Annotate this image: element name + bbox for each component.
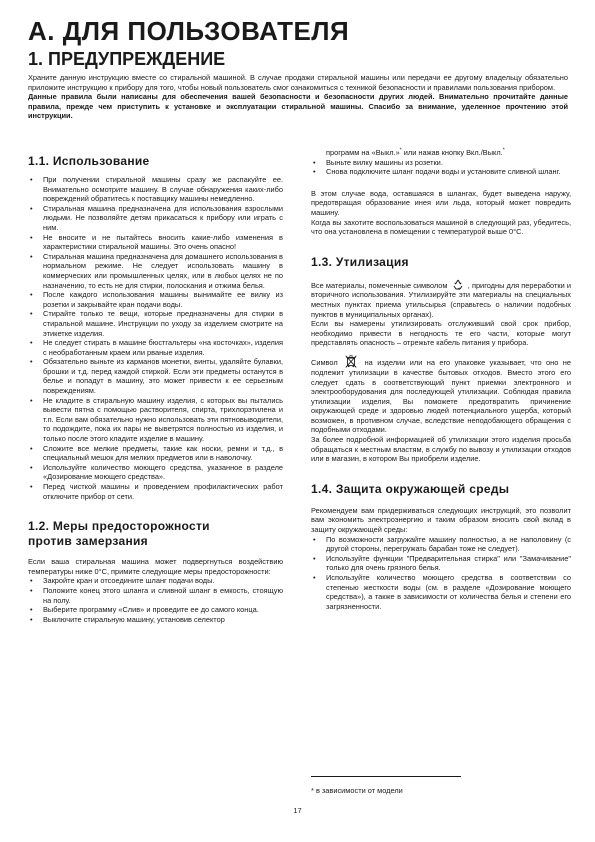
frost-list-continued [311, 158, 571, 177]
section-title-environment: 1.4. Защита окружающей среды [311, 481, 510, 496]
section-title-frost: 1.2. Меры предосторожности против замерзания [28, 519, 210, 549]
frost-paragraph-2: Когда вы захотите воспользоваться машиной в следующий раз, убедитесь, что она установлена в помещении с температурой выше 0°C. [311, 217, 571, 237]
bullet-icon: • [313, 167, 316, 177]
frost-list [28, 576, 283, 624]
list-item: • Закройте кран и отсоедините шланг подачи воды. [30, 576, 215, 586]
list-item: • По возможности загружайте машину полностью, а не наполовину (с другой стороны, перегружать барабан тоже не следует). [313, 534, 571, 554]
list-item: • Выберите программу «Слив» и проведите ее до самого конца. [30, 605, 259, 615]
bullet-icon: • [30, 443, 33, 453]
list-item: • Снова подключите шланг подачи воды и установите сливной шланг. [313, 167, 561, 177]
intro-bold-text: Данные правила были написаны для обеспечения вашей безопасности и безопасности других людей. Внимательно прочитайте данные правила, прежде чем приступить к установке и эксплуатации стиральной машины. Спасибо за внимание, уделенное прочтению этой инструкции. [28, 92, 568, 121]
bullet-icon: • [30, 576, 33, 586]
frost-continuation: программ на «Выкл.»* или нажав кнопку Вкл./Выкл.* [326, 147, 505, 157]
list-item: • Перед чисткой машины и проведением профилактических работ отключите прибор от сети. [30, 482, 283, 501]
crossed-out-bin-icon [344, 354, 358, 368]
bullet-icon: • [30, 175, 33, 184]
bullet-icon: • [30, 357, 33, 367]
bullet-icon: • [30, 251, 33, 261]
list-item: • Обязательно выньте из карманов монетки, винты, удаляйте булавки, брошки и т.д. перед каждой стиркой. Если эти предметы останутся в белье и попадут в машину, это может привести к ее серьезным повреждениям. [30, 357, 283, 396]
environment-list [311, 535, 571, 612]
usage-list [28, 175, 283, 501]
list-item: • Не следует стирать в машине бюстгальтеры «на косточках», изделия с необработанным краем или рваные изделия. [30, 338, 283, 357]
disposal-paragraph-4: За более подробной информацией об утилизации этого изделия просьба обращаться к местным властям, в службу по вывозу и утилизации отходов или в магазин, в котором Вы приобрели изделие. [311, 435, 571, 464]
section-title-warning: 1. ПРЕДУПРЕЖДЕНИЕ [28, 49, 226, 69]
frost-intro: Если ваша стиральная машина может подвергнуться воздействию температуры ниже 0°C, примите следующие меры предосторожности: [28, 557, 283, 576]
list-item: • Не вносите и не пытайтесь вносить какие-либо изменения в характеристики стиральной машины. Это очень опасно! [30, 232, 283, 252]
intro-text: Храните данную инструкцию вместе со стиральной машиной. В случае продажи стиральной машины или передачи ее другому владельцу обязательно приложите инструкцию к прибору для того, чтобы новый пользователь смог ознакомиться с техникой безопасности и правилами пользования прибором. [28, 73, 568, 92]
list-item: • Используйте количество моющего средства в соответствии со степенью жесткости воды (см. в разделе «Дозирование моющего средства»), а также в зависимости от количества белья и степени его загрязненности. [313, 573, 571, 611]
bullet-icon: • [30, 482, 33, 491]
right-column [311, 148, 571, 611]
footnote-divider [311, 776, 461, 777]
list-item: • Используйте функции "Предварительная стирка" или "Замачивание" только для очень грязного белья. [313, 553, 571, 573]
bullet-icon: • [30, 338, 33, 348]
page-title: A. ДЛЯ ПОЛЬЗОВАТЕЛЯ [28, 16, 350, 46]
list-item: • После каждого использования машины вынимайте ее вилку из розетки и закрывайте кран подачи воды. [30, 290, 283, 309]
list-item: • Выньте вилку машины из розетки. [313, 157, 443, 167]
bullet-icon: • [30, 309, 33, 319]
list-item: • Используйте количество моющего средства, указанное в разделе «Дозирование моющего средства». [30, 462, 283, 482]
list-item: • Не кладите в стиральную машину изделия, с которых вы пытались вывести пятна с помощью растворителя, спирта, трихлорэтилена и т.п. Если вам обязательно нужно использовать эти пятновыводители, то подождите, пока их пары не выветрятся полностью из изделия, и только после этого кладите изделие в машину. [30, 395, 283, 444]
frost-paragraph-1: В этом случае вода, оставшаяся в шлангах, будет выведена наружу, предотвращая образование инея или льда, который может повредить машину. [311, 188, 571, 217]
bullet-icon: • [313, 573, 316, 582]
recycle-icon [452, 279, 464, 290]
bullet-icon: • [313, 157, 316, 167]
section-title-usage: 1.1. Использование [28, 154, 150, 168]
disposal-paragraph-2: Если вы намерены утилизировать отслуживший свой срок прибор, необходимо привести в негодность те его части, которые могут представлять опасность – отрежьте кабель питания у прибора. [311, 319, 571, 348]
list-item: • Стиральная машина предназначена для домашнего использования в нормальном режиме. Не следует использовать машину в коммерческих или промышленных целях, или в любых целях не по назначению, то есть не для стирки, полоскания и отжима белья. [30, 251, 283, 290]
intro-block [28, 73, 568, 121]
list-item: • При получении стиральной машины сразу же распакуйте ее. Внимательно осмотрите машину. В случае обнаружения каких-либо повреждений обратитесь к поставщику машины немедленно. [30, 175, 283, 204]
page-number: 17 [293, 806, 302, 815]
list-item: • Положите конец этого шланга и сливной шланг в емкость, стоящую на полу. [30, 585, 283, 605]
list-item: • Выключите стиральную машину, установив селектор [30, 614, 225, 624]
bullet-icon: • [30, 290, 33, 300]
bullet-icon: • [313, 553, 316, 563]
bullet-icon: • [30, 395, 33, 405]
left-column [28, 154, 283, 624]
list-item: • Стирайте только те вещи, которые предназначены для стирки в стиральной машине. Инструкции по уходу за изделием смотрите на этикетке изделия. [30, 309, 283, 338]
disposal-paragraph-1: Все материалы, помеченные символом , пригодны для переработки и вторичного использования. Утилизируйте эти материалы на специальных местных пунктах приема утильсырья (справьтесь о наличии подобных пунктов в муниципальных органах). [311, 280, 572, 319]
bullet-icon: • [30, 203, 33, 213]
disposal-paragraph-3: Символ на изделии или на его упаковке указывает, что оно не подлежит утилизации в качестве бытовых отходов. Вместо этого его следует сдать в соответствующий пункт приемки электронного и электрооборудования для последующей утилизации. Соблюдая правила утилизации изделия, Вы поможете предотвратить причинение окружающей среде и здоровью людей потенциального ущерба, который возможен, в противном случае, вследствие неподобающего обращения с подобными отходами. [311, 354, 571, 435]
bullet-icon: • [30, 605, 33, 615]
bullet-icon: • [30, 585, 33, 595]
bullet-icon: • [313, 534, 316, 544]
bullet-icon: • [30, 462, 33, 472]
environment-intro: Рекомендуем вам придерживаться следующих инструкций, это позволит вам экономить электроэнергию и таким образом вносить свой вклад в защиту окружающей среды: [311, 505, 571, 535]
footnote: * в зависимости от модели [311, 786, 403, 795]
bullet-icon: • [30, 232, 33, 242]
list-item: • Сложите все мелкие предметы, такие как носки, ремни и т.д., в специальный мешок для мелких предметов или в наволочку. [30, 443, 283, 463]
section-title-disposal: 1.3. Утилизация [311, 254, 409, 269]
list-item: • Стиральная машина предназначена для использования взрослыми людьми. Не позволяйте детям прикасаться к прибору или играть с ним. [30, 203, 283, 232]
bullet-icon: • [30, 614, 33, 624]
